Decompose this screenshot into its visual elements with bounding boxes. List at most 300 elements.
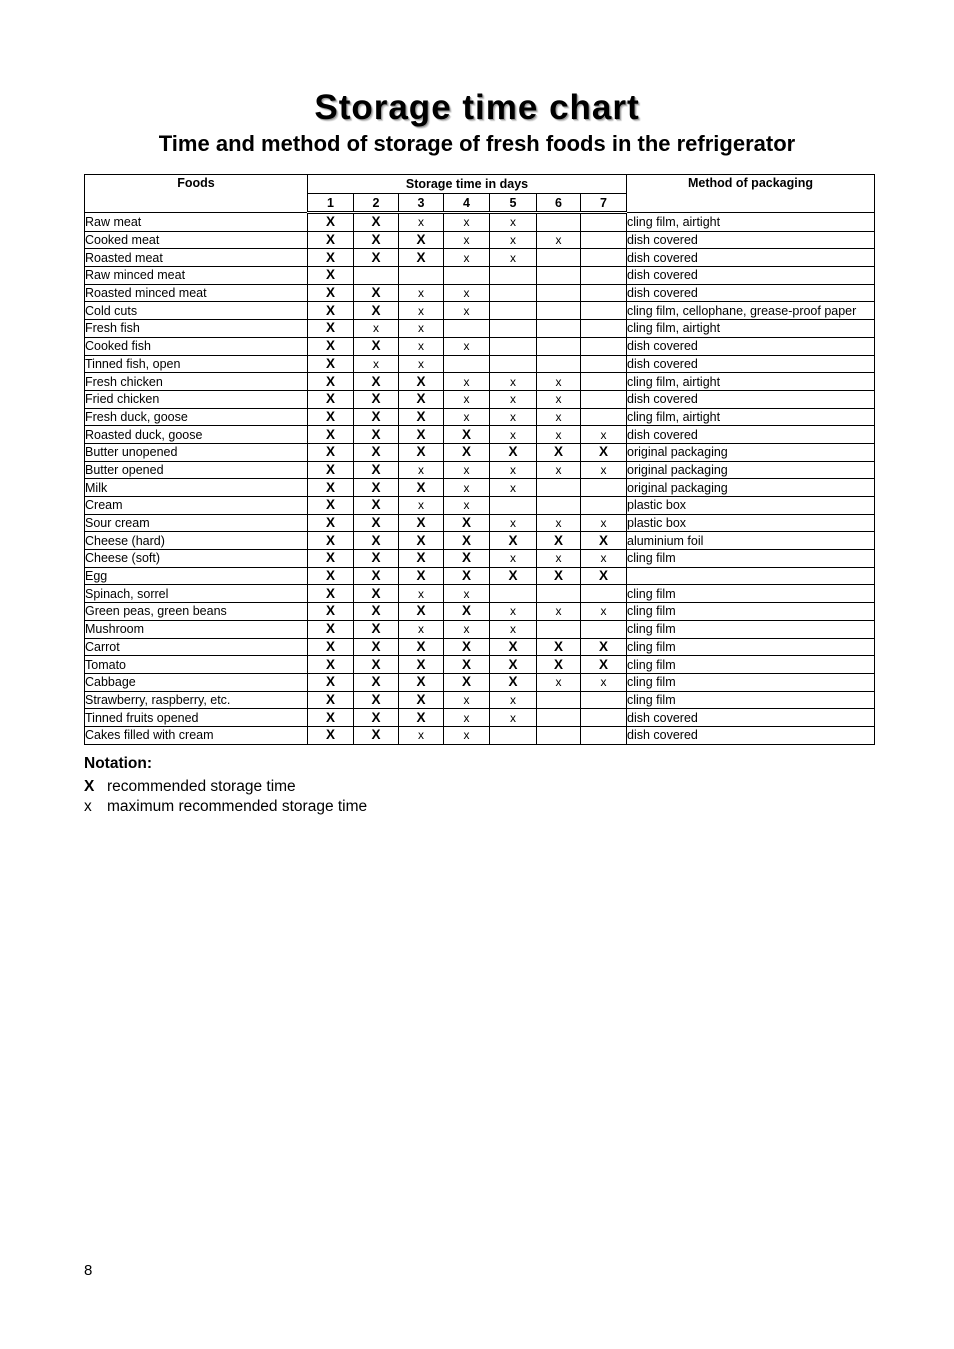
storage-mark-cell: x — [490, 249, 537, 267]
storage-mark-cell — [537, 213, 581, 232]
notation-text: maximum recommended storage time — [107, 798, 368, 815]
storage-mark-cell: x — [399, 497, 444, 515]
method-cell: cling film — [627, 656, 875, 674]
food-cell: Spinach, sorrel — [85, 585, 308, 603]
storage-mark-cell: X — [537, 532, 581, 550]
storage-mark-cell: X — [308, 673, 354, 691]
method-cell: cling film — [627, 585, 875, 603]
storage-mark-cell: X — [581, 638, 627, 656]
storage-mark-cell: X — [444, 514, 490, 532]
storage-mark-cell — [490, 320, 537, 338]
storage-mark-cell: x — [537, 514, 581, 532]
storage-mark-cell: X — [308, 550, 354, 568]
notation-symbol: x — [84, 798, 92, 815]
storage-mark-cell: x — [444, 691, 490, 709]
storage-mark-cell: x — [444, 373, 490, 391]
table-row — [85, 550, 875, 568]
storage-mark-cell: x — [444, 497, 490, 515]
table-row — [85, 426, 875, 444]
storage-mark-cell: x — [354, 320, 399, 338]
storage-mark-cell — [490, 302, 537, 320]
method-cell: cling film, airtight — [627, 408, 875, 426]
food-cell: Cheese (hard) — [85, 532, 308, 550]
food-cell: Tinned fruits opened — [85, 709, 308, 727]
food-cell: Fresh fish — [85, 320, 308, 338]
storage-mark-cell: x — [581, 550, 627, 568]
storage-mark-cell: X — [399, 426, 444, 444]
storage-mark-cell: X — [354, 673, 399, 691]
method-cell: cling film, airtight — [627, 373, 875, 391]
storage-mark-cell: x — [444, 479, 490, 497]
storage-mark-cell: X — [399, 479, 444, 497]
method-cell: cling film, airtight — [627, 320, 875, 338]
method-cell: dish covered — [627, 726, 875, 744]
storage-mark-cell: X — [354, 373, 399, 391]
storage-mark-cell: x — [537, 426, 581, 444]
storage-mark-cell: X — [399, 709, 444, 727]
storage-mark-cell: X — [354, 213, 399, 232]
table-row — [85, 603, 875, 621]
method-cell: aluminium foil — [627, 532, 875, 550]
storage-mark-cell: X — [399, 514, 444, 532]
food-cell: Roasted minced meat — [85, 284, 308, 302]
storage-mark-cell: X — [354, 603, 399, 621]
storage-mark-cell: X — [354, 532, 399, 550]
storage-mark-cell — [537, 249, 581, 267]
storage-mark-cell: x — [490, 231, 537, 249]
table-row — [85, 390, 875, 408]
storage-mark-cell: X — [490, 443, 537, 461]
storage-mark-cell: x — [399, 726, 444, 744]
method-cell: cling film — [627, 620, 875, 638]
storage-mark-cell — [581, 320, 627, 338]
food-cell: Fresh duck, goose — [85, 408, 308, 426]
storage-mark-cell: X — [399, 408, 444, 426]
storage-mark-cell — [581, 585, 627, 603]
storage-mark-cell: x — [444, 231, 490, 249]
page-title: Storage time chart — [314, 88, 640, 127]
storage-mark-cell — [444, 267, 490, 285]
storage-mark-cell — [490, 267, 537, 285]
storage-mark-cell — [581, 408, 627, 426]
storage-mark-cell: X — [399, 567, 444, 585]
food-cell: Carrot — [85, 638, 308, 656]
foods-header: Foods — [85, 175, 308, 213]
storage-mark-cell: X — [308, 691, 354, 709]
table-row — [85, 673, 875, 691]
food-cell: Strawberry, raspberry, etc. — [85, 691, 308, 709]
table-row — [85, 461, 875, 479]
storage-mark-cell: x — [537, 373, 581, 391]
storage-mark-cell: X — [444, 567, 490, 585]
method-cell: cling film — [627, 603, 875, 621]
table-row — [85, 567, 875, 585]
storage-mark-cell: X — [490, 656, 537, 674]
storage-mark-cell: X — [308, 726, 354, 744]
storage-mark-cell — [581, 355, 627, 373]
storage-mark-cell: X — [308, 426, 354, 444]
storage-mark-cell: X — [354, 284, 399, 302]
storage-mark-cell: x — [444, 302, 490, 320]
storage-mark-cell — [581, 337, 627, 355]
storage-mark-cell — [490, 284, 537, 302]
storage-time-table — [84, 174, 875, 745]
storage-mark-cell: x — [490, 426, 537, 444]
storage-mark-cell — [537, 709, 581, 727]
storage-mark-cell — [399, 267, 444, 285]
storage-mark-cell — [581, 249, 627, 267]
storage-mark-cell: x — [444, 213, 490, 232]
storage-mark-cell: X — [354, 461, 399, 479]
storage-mark-cell: X — [354, 479, 399, 497]
storage-mark-cell — [537, 320, 581, 338]
method-cell: cling film, airtight — [627, 213, 875, 232]
storage-mark-cell: x — [354, 355, 399, 373]
storage-mark-cell: X — [581, 443, 627, 461]
day-header: 1 — [308, 194, 354, 213]
storage-mark-cell: x — [490, 461, 537, 479]
storage-mark-cell: X — [308, 514, 354, 532]
food-cell: Cold cuts — [85, 302, 308, 320]
storage-mark-cell: X — [308, 497, 354, 515]
storage-mark-cell: x — [581, 426, 627, 444]
storage-mark-cell: X — [399, 656, 444, 674]
food-cell: Roasted meat — [85, 249, 308, 267]
table-row — [85, 656, 875, 674]
storage-mark-cell: x — [444, 726, 490, 744]
storage-mark-cell: X — [399, 550, 444, 568]
storage-mark-cell: x — [490, 479, 537, 497]
table-row — [85, 497, 875, 515]
food-cell: Green peas, green beans — [85, 603, 308, 621]
method-cell: cling film — [627, 673, 875, 691]
storage-mark-cell: X — [490, 673, 537, 691]
storage-mark-cell — [490, 726, 537, 744]
storage-mark-cell: X — [444, 603, 490, 621]
storage-mark-cell — [537, 302, 581, 320]
method-cell: original packaging — [627, 443, 875, 461]
storage-mark-cell: X — [444, 532, 490, 550]
storage-mark-cell: X — [308, 620, 354, 638]
storage-mark-cell: X — [399, 390, 444, 408]
table-row — [85, 709, 875, 727]
day-header: 5 — [490, 194, 537, 213]
storage-mark-cell — [581, 267, 627, 285]
storage-mark-cell: X — [354, 620, 399, 638]
storage-mark-cell — [581, 284, 627, 302]
storage-mark-cell — [581, 213, 627, 232]
storage-mark-cell: X — [581, 532, 627, 550]
day-header: 3 — [399, 194, 444, 213]
storage-mark-cell — [537, 585, 581, 603]
table-row — [85, 585, 875, 603]
storage-mark-cell — [581, 691, 627, 709]
table-row — [85, 284, 875, 302]
storage-mark-cell: X — [308, 213, 354, 232]
storage-mark-cell — [537, 691, 581, 709]
storage-mark-cell — [490, 497, 537, 515]
storage-mark-cell: x — [537, 231, 581, 249]
storage-mark-cell: x — [399, 355, 444, 373]
food-cell: Cakes filled with cream — [85, 726, 308, 744]
table-row — [85, 691, 875, 709]
storage-mark-cell: X — [308, 638, 354, 656]
food-cell: Fresh chicken — [85, 373, 308, 391]
storage-mark-cell: x — [581, 673, 627, 691]
food-cell: Egg — [85, 567, 308, 585]
storage-mark-cell: X — [444, 656, 490, 674]
storage-mark-cell: x — [490, 213, 537, 232]
storage-mark-cell: x — [444, 461, 490, 479]
method-cell: dish covered — [627, 284, 875, 302]
table-row — [85, 443, 875, 461]
method-cell: dish covered — [627, 337, 875, 355]
storage-mark-cell: x — [537, 461, 581, 479]
storage-mark-cell: x — [399, 461, 444, 479]
storage-mark-cell: x — [444, 284, 490, 302]
storage-mark-cell — [537, 497, 581, 515]
storage-mark-cell: x — [490, 514, 537, 532]
method-cell: cling film, cellophane, grease-proof paper — [627, 302, 875, 320]
storage-mark-cell: X — [444, 443, 490, 461]
storage-mark-cell: X — [354, 249, 399, 267]
storage-mark-cell: X — [308, 267, 354, 285]
storage-mark-cell: X — [354, 567, 399, 585]
table-row — [85, 638, 875, 656]
day-header: 2 — [354, 194, 399, 213]
food-cell: Milk — [85, 479, 308, 497]
storage-mark-cell — [537, 479, 581, 497]
storage-mark-cell — [581, 497, 627, 515]
storage-mark-cell: X — [399, 231, 444, 249]
storage-mark-cell: x — [537, 550, 581, 568]
storage-mark-cell: X — [354, 726, 399, 744]
day-header: 6 — [537, 194, 581, 213]
storage-mark-cell: x — [399, 213, 444, 232]
method-cell: dish covered — [627, 355, 875, 373]
storage-mark-cell: X — [308, 443, 354, 461]
method-cell: dish covered — [627, 426, 875, 444]
notation-item — [84, 778, 367, 798]
storage-mark-cell: X — [490, 638, 537, 656]
storage-mark-cell: x — [490, 620, 537, 638]
food-cell: Butter opened — [85, 461, 308, 479]
method-cell: dish covered — [627, 249, 875, 267]
table-row — [85, 249, 875, 267]
storage-mark-cell: x — [444, 585, 490, 603]
storage-mark-cell: X — [399, 691, 444, 709]
storage-mark-cell: x — [537, 673, 581, 691]
notation-section — [84, 755, 367, 818]
storage-mark-cell: x — [537, 390, 581, 408]
storage-mark-cell — [354, 267, 399, 285]
storage-mark-cell: x — [444, 709, 490, 727]
table-row — [85, 302, 875, 320]
storage-mark-cell: X — [354, 638, 399, 656]
storage-time-header: Storage time in days — [308, 175, 627, 194]
storage-mark-cell: x — [444, 620, 490, 638]
storage-mark-cell: X — [354, 514, 399, 532]
table-row — [85, 514, 875, 532]
food-cell: Tomato — [85, 656, 308, 674]
table-row — [85, 213, 875, 232]
food-cell: Cabbage — [85, 673, 308, 691]
storage-mark-cell: X — [399, 638, 444, 656]
storage-mark-cell: X — [444, 550, 490, 568]
food-cell: Sour cream — [85, 514, 308, 532]
storage-mark-cell: X — [537, 443, 581, 461]
method-cell: plastic box — [627, 497, 875, 515]
storage-mark-cell: X — [308, 408, 354, 426]
storage-mark-cell: X — [490, 532, 537, 550]
storage-mark-cell — [581, 231, 627, 249]
storage-mark-cell: X — [399, 532, 444, 550]
storage-mark-cell: x — [537, 603, 581, 621]
storage-mark-cell — [581, 302, 627, 320]
storage-mark-cell: x — [444, 408, 490, 426]
storage-mark-cell: X — [444, 638, 490, 656]
day-header: 7 — [581, 194, 627, 213]
storage-mark-cell: X — [308, 337, 354, 355]
storage-mark-cell: X — [399, 603, 444, 621]
table-row — [85, 267, 875, 285]
storage-mark-cell: X — [308, 603, 354, 621]
storage-mark-cell — [581, 726, 627, 744]
storage-mark-cell: x — [537, 408, 581, 426]
storage-mark-cell: x — [399, 337, 444, 355]
method-cell: dish covered — [627, 231, 875, 249]
storage-mark-cell — [537, 355, 581, 373]
storage-mark-cell: X — [308, 709, 354, 727]
storage-mark-cell: x — [490, 373, 537, 391]
storage-mark-cell: X — [444, 673, 490, 691]
storage-mark-cell: x — [490, 408, 537, 426]
storage-mark-cell — [490, 585, 537, 603]
storage-mark-cell: X — [308, 320, 354, 338]
storage-mark-cell: X — [537, 656, 581, 674]
food-cell: Raw minced meat — [85, 267, 308, 285]
storage-mark-cell: X — [308, 284, 354, 302]
storage-mark-cell: X — [354, 691, 399, 709]
storage-mark-cell — [581, 390, 627, 408]
food-cell: Mushroom — [85, 620, 308, 638]
food-cell: Fried chicken — [85, 390, 308, 408]
storage-mark-cell: X — [354, 443, 399, 461]
storage-mark-cell: X — [354, 585, 399, 603]
storage-mark-cell: X — [399, 373, 444, 391]
storage-mark-cell: x — [490, 390, 537, 408]
notation-heading: Notation: — [84, 755, 153, 772]
food-cell: Cream — [85, 497, 308, 515]
food-cell: Raw meat — [85, 213, 308, 232]
storage-mark-cell: X — [308, 656, 354, 674]
storage-mark-cell: X — [308, 479, 354, 497]
storage-mark-cell: X — [308, 390, 354, 408]
storage-mark-cell: x — [490, 550, 537, 568]
food-cell: Cooked meat — [85, 231, 308, 249]
storage-mark-cell: X — [308, 231, 354, 249]
food-cell: Butter unopened — [85, 443, 308, 461]
storage-mark-cell: X — [308, 461, 354, 479]
storage-mark-cell: X — [581, 656, 627, 674]
storage-mark-cell: X — [308, 585, 354, 603]
storage-mark-cell: x — [399, 302, 444, 320]
storage-mark-cell: x — [581, 461, 627, 479]
page-number: 8 — [84, 1262, 93, 1279]
table-row — [85, 620, 875, 638]
table-row — [85, 231, 875, 249]
table-row — [85, 726, 875, 744]
table-row — [85, 479, 875, 497]
method-cell: original packaging — [627, 461, 875, 479]
method-cell: cling film — [627, 550, 875, 568]
food-cell: Tinned fish, open — [85, 355, 308, 373]
storage-mark-cell — [581, 620, 627, 638]
storage-mark-cell: x — [399, 585, 444, 603]
storage-mark-cell: X — [354, 497, 399, 515]
storage-mark-cell: X — [354, 656, 399, 674]
storage-mark-cell: x — [399, 320, 444, 338]
storage-mark-cell: X — [354, 390, 399, 408]
storage-mark-cell: x — [581, 514, 627, 532]
method-cell: cling film — [627, 691, 875, 709]
storage-mark-cell: X — [399, 249, 444, 267]
storage-mark-cell: X — [537, 638, 581, 656]
table-row — [85, 320, 875, 338]
table-row — [85, 408, 875, 426]
storage-mark-cell — [581, 479, 627, 497]
storage-mark-cell: X — [354, 302, 399, 320]
storage-mark-cell: X — [308, 373, 354, 391]
storage-mark-cell: x — [444, 390, 490, 408]
page-subtitle: Time and method of storage of fresh foods in the refrigerator — [158, 131, 796, 156]
storage-mark-cell: X — [354, 408, 399, 426]
storage-mark-cell: X — [490, 567, 537, 585]
storage-mark-cell — [581, 373, 627, 391]
notation-item — [84, 798, 367, 818]
storage-mark-cell: X — [354, 550, 399, 568]
storage-mark-cell — [490, 355, 537, 373]
storage-mark-cell: X — [354, 231, 399, 249]
storage-mark-cell — [537, 620, 581, 638]
storage-mark-cell: X — [354, 709, 399, 727]
table-row — [85, 373, 875, 391]
food-cell: Roasted duck, goose — [85, 426, 308, 444]
storage-mark-cell: X — [308, 249, 354, 267]
method-cell: dish covered — [627, 267, 875, 285]
day-header: 4 — [444, 194, 490, 213]
food-cell: Cooked fish — [85, 337, 308, 355]
storage-mark-cell — [537, 267, 581, 285]
storage-mark-cell: x — [399, 284, 444, 302]
storage-mark-cell: X — [444, 426, 490, 444]
storage-mark-cell — [444, 355, 490, 373]
storage-mark-cell: X — [399, 443, 444, 461]
storage-mark-cell — [581, 709, 627, 727]
storage-mark-cell: X — [354, 337, 399, 355]
notation-symbol: X — [84, 778, 95, 795]
storage-mark-cell: X — [308, 302, 354, 320]
table-row — [85, 355, 875, 373]
storage-mark-cell — [537, 337, 581, 355]
storage-mark-cell: X — [399, 673, 444, 691]
storage-mark-cell: x — [581, 603, 627, 621]
method-cell — [627, 567, 875, 585]
storage-mark-cell: x — [399, 620, 444, 638]
storage-mark-cell: X — [354, 426, 399, 444]
storage-mark-cell: X — [581, 567, 627, 585]
storage-mark-cell — [444, 320, 490, 338]
